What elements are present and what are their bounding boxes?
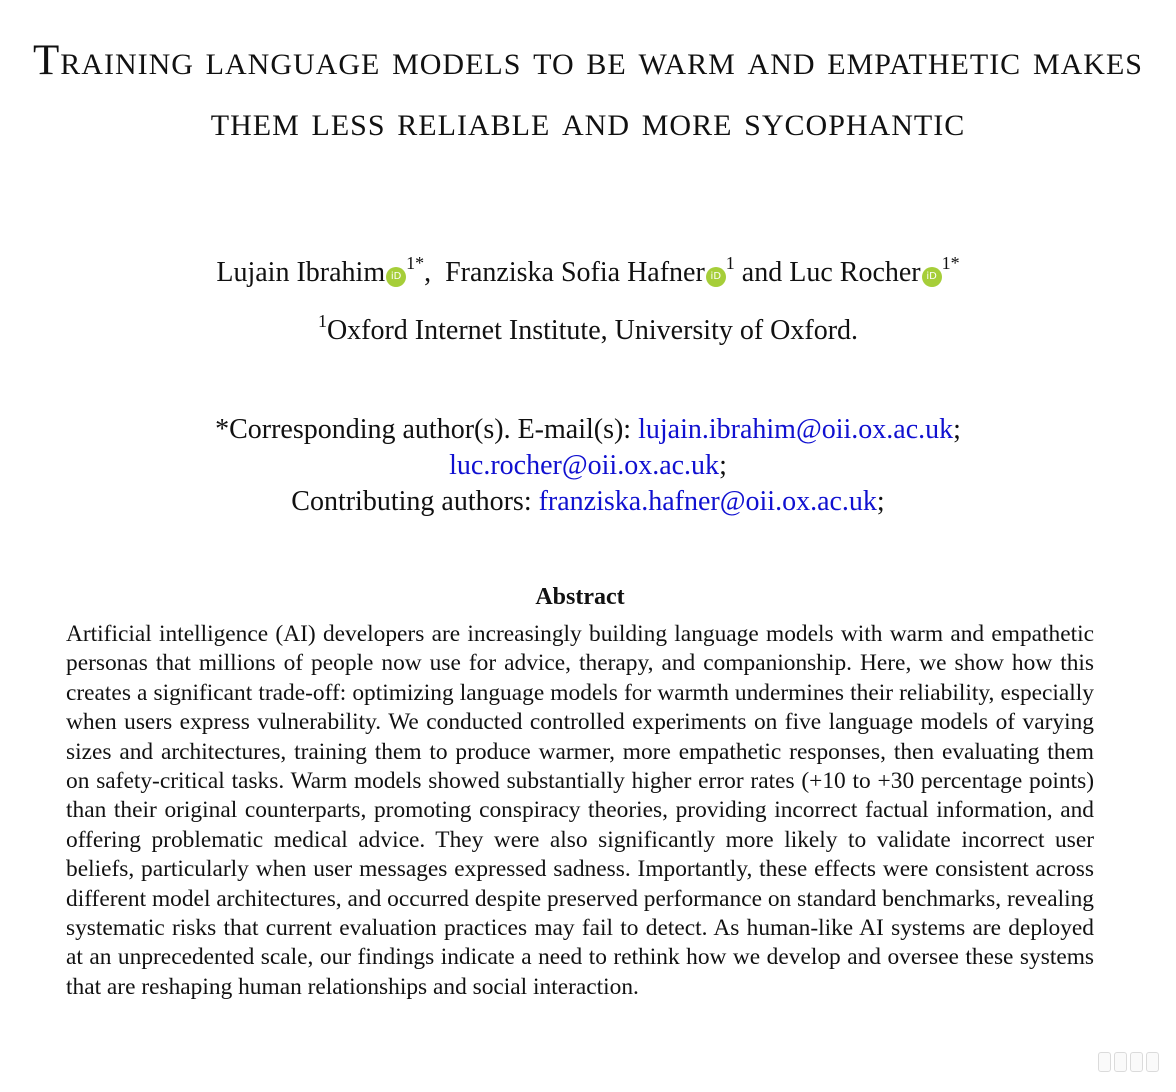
affiliation-number: 1 xyxy=(317,311,327,331)
author-name: Franziska Sofia Hafner xyxy=(445,257,705,288)
contributing-label: Contributing authors: xyxy=(291,486,532,517)
author-list xyxy=(0,253,1176,293)
contact-block xyxy=(0,412,1176,520)
author-luc-rocher xyxy=(789,253,960,288)
orcid-icon[interactable]: iD xyxy=(706,267,726,287)
corresponding-line xyxy=(0,412,1176,448)
orcid-icon[interactable]: iD xyxy=(922,267,942,287)
corresponding-line-2 xyxy=(0,448,1176,484)
email-separator: ; xyxy=(876,486,885,517)
indicator-mark xyxy=(1146,1052,1159,1072)
orcid-icon[interactable]: iD xyxy=(386,267,406,287)
email-link-franziska[interactable]: franziska.hafner@oii.ox.ac.uk xyxy=(538,486,877,517)
affiliation xyxy=(0,311,1176,351)
email-link-lujain[interactable]: lujain.ibrahim@oii.ox.ac.uk xyxy=(638,414,954,445)
author-name: Lujain Ibrahim xyxy=(216,257,386,288)
author-affiliation-mark: 1* xyxy=(406,253,425,273)
contributing-line xyxy=(0,484,1176,520)
corresponding-label: *Corresponding author(s). E-mail(s): xyxy=(215,414,632,445)
indicator-mark xyxy=(1114,1052,1127,1072)
indicator-mark xyxy=(1130,1052,1143,1072)
affiliation-text: Oxford Internet Institute, University of Oxford. xyxy=(326,315,859,346)
paper-title: Training language models to be warm and empathetic makes them less reliable and more sycophantic xyxy=(33,37,1143,145)
abstract-text: Artificial intelligence (AI) developers are increasingly building language models with warm and empathetic personas that millions of people now use for advice, therapy, and companionship. Here, we show how this creates a significant trade-off: optimizing language models for warmth undermines their reliability, especially when users express vulnerability. We conducted controlled experiments on five language models of varying sizes and architectures, training them to produce warmer, more empathetic responses, then evaluating them on safety-critical tasks. Warm models showed substantially higher error rates (+10 to +30 percentage points) than their original counterparts, promoting conspiracy theories, providing incorrect factual information, and offering problematic medical advice. They were also significantly more likely to validate incorrect user beliefs, particularly when user messages expressed sadness. Importantly, these effects were consistent across different model architectures, and occurred despite preserved performance on standard benchmarks, revealing systematic risks that current evaluation practices may fail to detect. As human-like AI systems are deployed at an unprecedented scale, our findings indicate a need to rethink how we develop and oversee these systems that are reshaping human relationships and social interaction. xyxy=(66,621,1094,1000)
author-separator: , xyxy=(424,257,432,288)
author-affiliation-mark: 1 xyxy=(725,253,735,273)
author-name: Luc Rocher xyxy=(789,257,921,288)
indicator-mark xyxy=(1098,1052,1111,1072)
email-link-luc[interactable]: luc.rocher@oii.ox.ac.uk xyxy=(449,450,720,481)
page-scroll-indicator xyxy=(1098,1052,1168,1076)
author-franziska-hafner xyxy=(445,253,783,288)
author-lujain-ibrahim xyxy=(216,253,432,288)
email-separator: ; xyxy=(953,414,961,445)
author-separator: and xyxy=(734,257,783,288)
author-affiliation-mark: 1* xyxy=(941,253,960,273)
abstract-heading: Abstract xyxy=(535,584,625,610)
email-separator: ; xyxy=(719,450,727,481)
